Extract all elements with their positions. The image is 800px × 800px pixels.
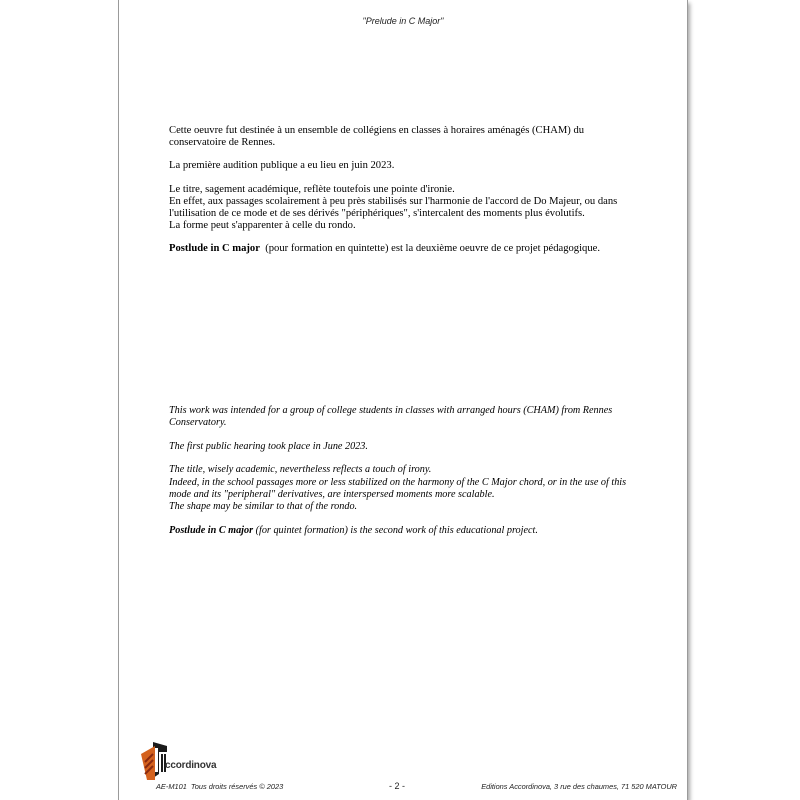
french-paragraph: La première audition publique a eu lieu en juin 2023. (169, 160, 395, 172)
french-paragraph (169, 184, 639, 233)
footer-publisher: Editions Accordinova, 3 rue des chaumes, 71 520 MATOUR (481, 782, 677, 791)
english-paragraph (169, 464, 639, 514)
english-paragraph: This work was intended for a group of college students in classes with arranged hours (CHAM) from Rennes Conservatory. (169, 405, 613, 429)
english-line: The title, wisely academic, nevertheless reflects a touch of irony. (169, 464, 432, 476)
page-header: "Prelude in C Major" (362, 16, 444, 26)
french-line: La forme peut s'apparenter à celle du rondo. (169, 220, 356, 232)
page-number: - 2 - (389, 781, 406, 791)
document-page (119, 0, 687, 800)
french-line: Le titre, sagement académique, reflète toutefois une pointe d'ironie. (169, 183, 455, 195)
english-text-block (169, 405, 639, 548)
english-line: (for quintet formation) is the second work of this educational project. (253, 524, 538, 536)
french-paragraph: Cette oeuvre fut destinée à un ensemble de collégiens en classes à horaires aménagés (CHAM) du conservatoire de Rennes. (169, 125, 585, 149)
english-paragraph: The first public hearing took place in June 2023. (169, 440, 368, 452)
english-line: Indeed, in the school passages more or less stabilized on the harmony of the C Major chord, or in the use of this mode and its "peripheral" derivatives, are interspersed moments more scalable. (169, 476, 627, 501)
footer-copyright: AE-M101 Tous droits réservés © 2023 (156, 782, 284, 791)
french-line: (pour formation en quintette) est la deuxième oeuvre de ce projet pédagogique. (259, 243, 600, 255)
french-paragraph (169, 243, 639, 255)
french-text-block (169, 125, 639, 267)
work-title: Postlude in C major (169, 243, 260, 255)
english-line: The shape may be similar to that of the rondo. (169, 501, 358, 513)
logo-text: ccordinova (165, 760, 217, 771)
work-title: Postlude in C major (169, 524, 254, 536)
english-paragraph (169, 525, 639, 537)
french-line: En effet, aux passages scolairement à peu près stabilisés sur l'harmonie de l'accord de Do Majeur, ou dans l'utilisation de ce mode et de ses dérivés "périphériques", s'intercalent des moments plus évolutifs. (169, 195, 618, 220)
accordinova-logo (137, 740, 227, 782)
